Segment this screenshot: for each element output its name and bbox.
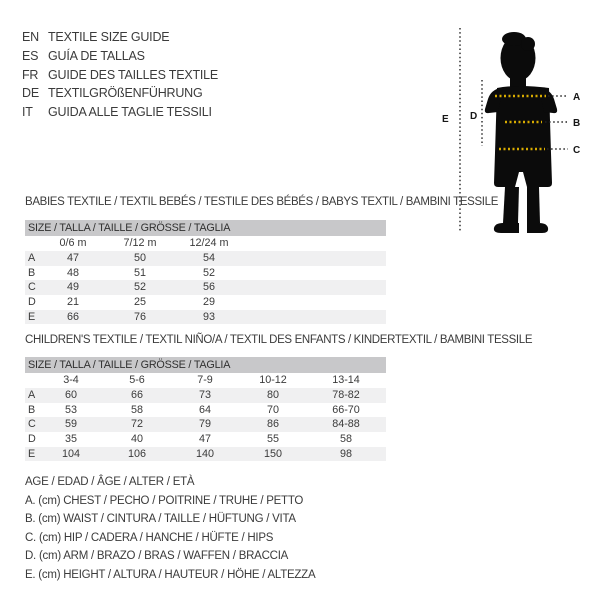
cell-value: 79: [198, 418, 211, 431]
legend-line-hip: C. (cm) HIP / CADERA / HANCHE / HÜFTE / HIPS: [25, 531, 274, 544]
cell-value: 66-70: [332, 403, 360, 416]
column-header: 7-9: [197, 374, 213, 386]
column-header: 7/12 m: [123, 237, 157, 249]
measure-label-c: C: [573, 145, 581, 156]
legend-line-age: AGE / EDAD / ÂGE / ALTER / ETÀ: [25, 476, 195, 488]
legend-line-chest: A. (cm) CHEST / PECHO / POITRINE / TRUHE / PETTO: [25, 494, 304, 507]
legend-line-arm: D. (cm) ARM / BRAZO / BRAS / WAFFEN / BRACCIA: [25, 550, 289, 563]
row-label: D: [28, 433, 36, 446]
children-section-title: CHILDREN'S TEXTILE / TEXTIL NIÑO/A / TEXTIL DES ENFANTS / KINDERTEXTIL / BAMBINI TESSILE: [25, 334, 533, 346]
language-code: FR: [22, 67, 39, 82]
cell-value: 59: [64, 418, 77, 431]
cell-value: 93: [202, 310, 215, 323]
row-label: A: [28, 252, 36, 264]
row-label: C: [28, 418, 36, 431]
cell-value: 47: [198, 433, 211, 446]
cell-value: 51: [133, 266, 146, 279]
cell-value: 53: [64, 403, 77, 416]
column-header: 13-14: [332, 374, 360, 386]
row-label: C: [28, 281, 36, 294]
row-label: B: [28, 266, 36, 279]
cell-value: 78-82: [332, 389, 360, 401]
table-row: [25, 280, 386, 295]
cell-value: 72: [130, 418, 143, 431]
table-row: [25, 447, 386, 462]
language-list: [22, 28, 218, 122]
language-row: [22, 66, 218, 85]
language-label: GUIDE DES TAILLES TEXTILE: [48, 67, 219, 82]
column-header: 12/24 m: [189, 237, 229, 249]
row-label: B: [28, 403, 36, 416]
cell-value: 98: [339, 447, 352, 460]
cell-value: 84-88: [332, 418, 360, 431]
babies-section-title: BABIES TEXTILE / TEXTIL BEBÉS / TESTILE DES BÉBÉS / BABYS TEXTIL / BAMBINI TESSILE: [25, 196, 499, 208]
corner-cell: [25, 373, 38, 388]
language-label: TEXTILE SIZE GUIDE: [48, 30, 170, 44]
language-label: GUÍA DE TALLAS: [48, 48, 145, 63]
language-label: GUIDA ALLE TAGLIE TESSILI: [48, 105, 212, 120]
table-row: [25, 417, 386, 432]
measure-label-b: B: [573, 118, 581, 129]
cell-value: 48: [66, 266, 79, 279]
cell-value: 66: [66, 310, 79, 323]
babies-size-table: [25, 220, 386, 324]
language-row: [22, 103, 218, 122]
cell-value: 21: [66, 296, 79, 309]
cell-value: 58: [130, 403, 143, 416]
row-label: E: [28, 447, 36, 460]
language-code: ES: [22, 48, 39, 63]
language-row: [22, 84, 218, 103]
cell-value: 76: [133, 310, 146, 323]
cell-value: 140: [195, 447, 214, 460]
table-row: [25, 432, 386, 447]
measure-label-e: E: [442, 114, 449, 125]
table-row: [25, 251, 386, 266]
cell-value: 60: [64, 389, 77, 401]
cell-value: 29: [202, 296, 215, 309]
babies-column-header-row: [25, 236, 386, 251]
cell-value: 150: [263, 447, 282, 460]
cell-value: 35: [64, 433, 77, 446]
column-header: 10-12: [259, 374, 287, 386]
cell-value: 64: [198, 403, 211, 416]
cell-value: 25: [133, 296, 146, 309]
children-column-header-row: [25, 373, 386, 388]
language-row: [22, 47, 218, 66]
cell-value: 80: [266, 389, 279, 401]
table-row: [25, 388, 386, 403]
cell-value: 86: [266, 418, 279, 431]
language-code: EN: [22, 30, 39, 44]
row-label: D: [28, 296, 36, 309]
language-code: IT: [22, 105, 33, 120]
cell-value: 54: [202, 252, 215, 264]
measure-label-a: A: [573, 92, 581, 103]
corner-cell: [25, 236, 40, 251]
row-label: E: [28, 310, 36, 323]
cell-value: 106: [127, 447, 146, 460]
table-row: [25, 310, 386, 325]
measurement-legend: [25, 473, 315, 585]
cell-value: 104: [61, 447, 80, 460]
size-header-bar: SIZE / TALLA / TAILLE / GRÖSSE / TAGLIA: [25, 220, 386, 236]
row-label: A: [28, 389, 36, 401]
cell-value: 70: [266, 403, 279, 416]
column-header: 5-6: [129, 374, 145, 386]
cell-value: 47: [66, 252, 79, 264]
measure-label-d: D: [470, 111, 478, 122]
size-header-bar: SIZE / TALLA / TAILLE / GRÖSSE / TAGLIA: [25, 357, 386, 373]
table-row: [25, 295, 386, 310]
language-label: TEXTILGRÖßENFÜHRUNG: [48, 86, 203, 101]
cell-value: 58: [339, 433, 352, 446]
cell-value: 52: [202, 266, 215, 279]
cell-value: 56: [202, 281, 215, 294]
column-header: 3-4: [63, 374, 79, 386]
legend-line-waist: B. (cm) WAIST / CINTURA / TAILLE / HÜFTUNG / VITA: [25, 513, 296, 526]
cell-value: 50: [133, 252, 146, 264]
column-header: 0/6 m: [59, 237, 87, 249]
legend-line-height: E. (cm) HEIGHT / ALTURA / HAUTEUR / HÖHE / ALTEZZA: [25, 568, 316, 581]
cell-value: 55: [266, 433, 279, 446]
cell-value: 40: [130, 433, 143, 446]
cell-value: 73: [198, 389, 211, 401]
cell-value: 66: [130, 389, 143, 401]
language-row: [22, 28, 218, 47]
children-size-table: [25, 357, 386, 461]
cell-value: 49: [66, 281, 79, 294]
table-row: [25, 266, 386, 281]
table-row: [25, 403, 386, 418]
cell-value: 52: [133, 281, 146, 294]
language-code: DE: [22, 86, 39, 101]
